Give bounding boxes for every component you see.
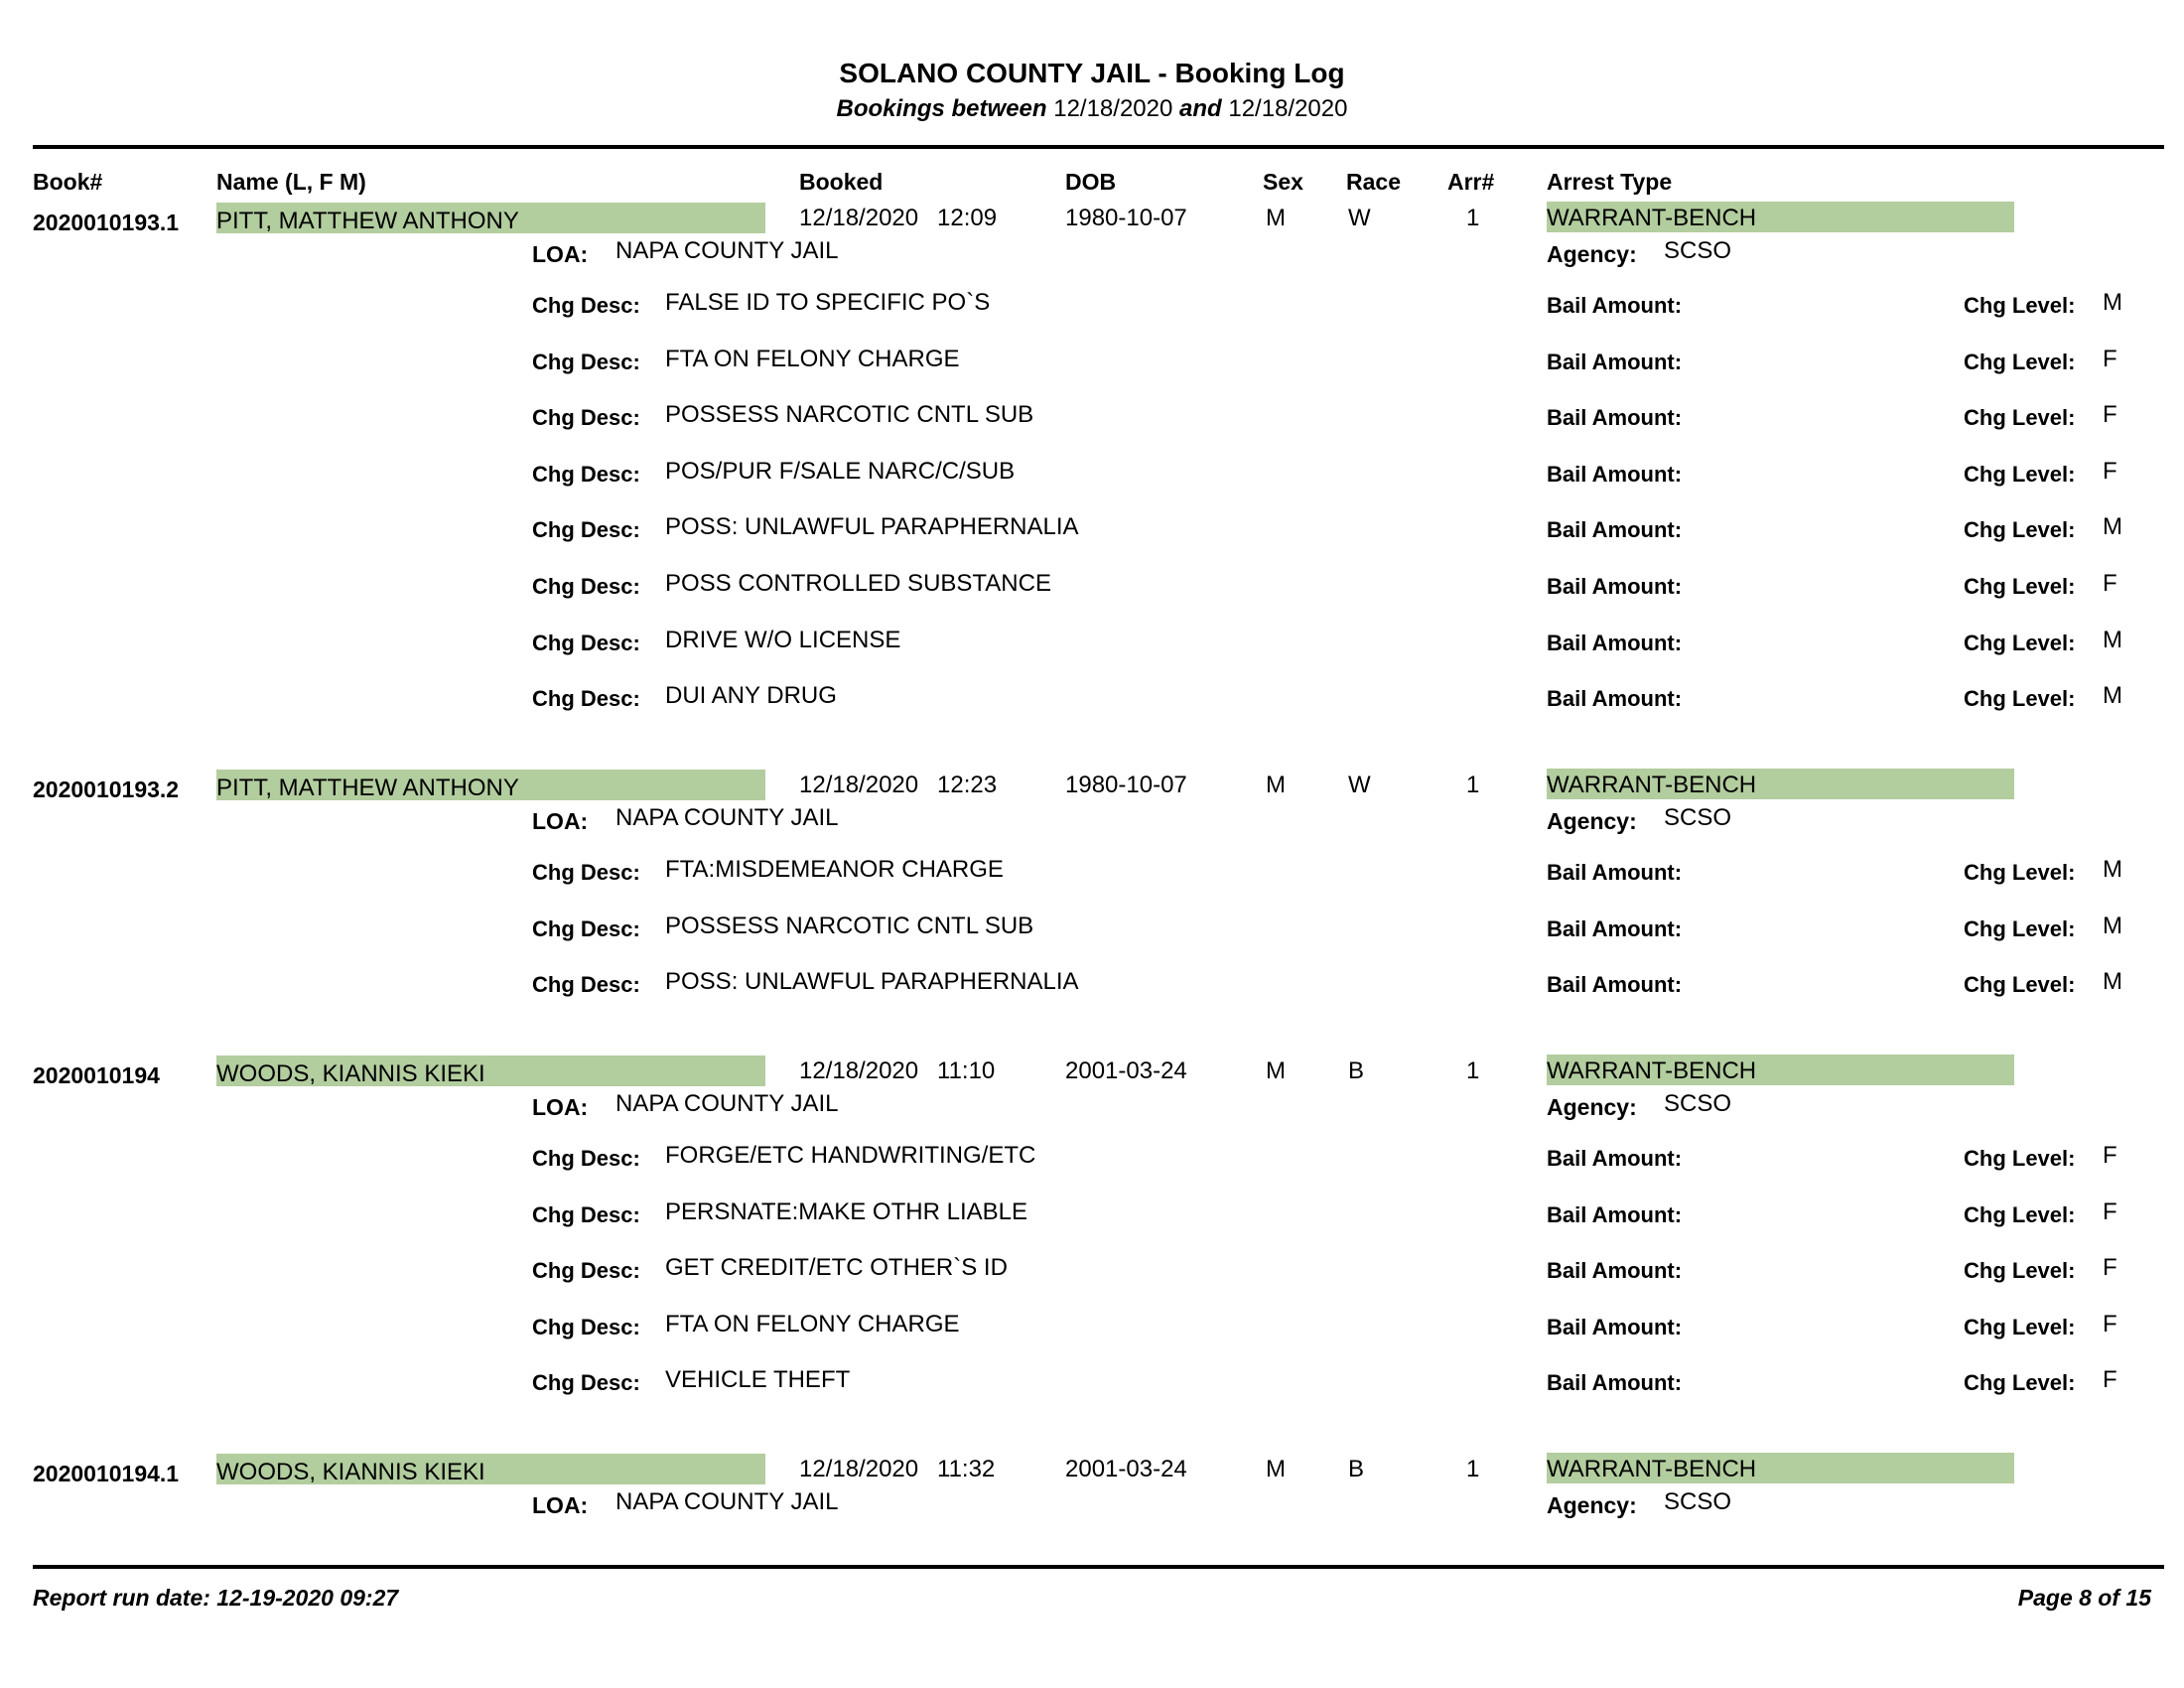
- col-arrest-type: Arrest Type: [1547, 169, 1673, 195]
- chg-desc: DRIVE W/O LICENSE: [665, 626, 901, 653]
- chg-desc: FTA:MISDEMEANOR CHARGE: [665, 856, 1004, 883]
- booked-date: 12/18/2020: [799, 772, 919, 798]
- chg-level: F: [2103, 457, 2117, 485]
- chg-level-label: Chg Level:: [1964, 972, 2076, 998]
- inmate-name: WOODS, KIANNIS KIEKI: [216, 1459, 485, 1485]
- arrest-type: WARRANT-BENCH: [1547, 772, 1757, 798]
- chg-desc-label: Chg Desc:: [532, 349, 640, 374]
- booked-date: 12/18/2020: [799, 205, 919, 231]
- dob: 2001-03-24: [1065, 1456, 1187, 1482]
- chg-level-label: Chg Level:: [1964, 1201, 2076, 1227]
- chg-desc: FTA ON FELONY CHARGE: [665, 1310, 960, 1337]
- bail-amount-label: Bail Amount:: [1547, 972, 1683, 998]
- booked-time: 11:32: [937, 1456, 996, 1482]
- agency-value: SCSO: [1664, 804, 1732, 831]
- loa-value: NAPA COUNTY JAIL: [615, 1090, 839, 1117]
- chg-level-label: Chg Level:: [1964, 461, 2076, 487]
- report-run-date: Report run date: 12-19-2020 09:27: [33, 1585, 399, 1611]
- book-number: 2020010193.1: [33, 210, 180, 235]
- chg-level: M: [2103, 968, 2122, 996]
- chg-desc: VEHICLE THEFT: [665, 1366, 851, 1394]
- col-race: Race: [1346, 169, 1401, 195]
- col-dob: DOB: [1065, 169, 1117, 195]
- chg-desc: GET CREDIT/ETC OTHER`S ID: [665, 1254, 1008, 1282]
- bail-amount-label: Bail Amount:: [1547, 405, 1683, 431]
- booked-date: 12/18/2020: [799, 1456, 919, 1482]
- chg-desc-label: Chg Desc:: [532, 972, 640, 998]
- arrest-count: 1: [1466, 1456, 1480, 1482]
- chg-desc-label: Chg Desc:: [532, 686, 640, 712]
- arrest-count: 1: [1466, 772, 1480, 798]
- booked-time: 11:10: [937, 1057, 996, 1084]
- chg-level: F: [2103, 1142, 2117, 1169]
- arrest-type: WARRANT-BENCH: [1547, 1456, 1757, 1482]
- chg-desc: POS/PUR F/SALE NARC/C/SUB: [665, 457, 1016, 485]
- chg-desc-label: Chg Desc:: [532, 630, 640, 655]
- loa-value: NAPA COUNTY JAIL: [615, 804, 839, 831]
- sex: M: [1266, 1456, 1286, 1482]
- bail-amount-label: Bail Amount:: [1547, 1146, 1683, 1171]
- chg-desc-label: Chg Desc:: [532, 517, 640, 543]
- loa-label: LOA:: [532, 1094, 589, 1120]
- chg-level: M: [2103, 856, 2122, 883]
- agency-label: Agency:: [1547, 1492, 1637, 1518]
- bail-amount-label: Bail Amount:: [1547, 1314, 1683, 1339]
- dob: 2001-03-24: [1065, 1057, 1187, 1084]
- arrest-count: 1: [1466, 205, 1480, 231]
- chg-desc-label: Chg Desc:: [532, 860, 640, 885]
- inmate-name: PITT, MATTHEW ANTHONY: [216, 208, 519, 234]
- bail-amount-label: Bail Amount:: [1547, 1258, 1683, 1284]
- chg-level-label: Chg Level:: [1964, 860, 2076, 885]
- report-title: SOLANO COUNTY JAIL - Booking Log: [839, 58, 1345, 88]
- chg-level-label: Chg Level:: [1964, 349, 2076, 374]
- chg-level: M: [2103, 682, 2122, 710]
- bail-amount-label: Bail Amount:: [1547, 1201, 1683, 1227]
- col-name: Name (L, F M): [216, 169, 366, 195]
- chg-desc: FTA ON FELONY CHARGE: [665, 345, 960, 372]
- chg-desc-label: Chg Desc:: [532, 1314, 640, 1339]
- agency-label: Agency:: [1547, 1094, 1637, 1120]
- book-number: 2020010193.2: [33, 776, 180, 802]
- sex: M: [1266, 772, 1286, 798]
- chg-desc: POSS CONTROLLED SUBSTANCE: [665, 570, 1051, 597]
- date-to: 12/18/2020: [1228, 95, 1348, 122]
- bail-amount-label: Bail Amount:: [1547, 349, 1683, 374]
- loa-value: NAPA COUNTY JAIL: [615, 1488, 839, 1515]
- chg-desc-label: Chg Desc:: [532, 1201, 640, 1227]
- col-arr: Arr#: [1447, 169, 1495, 195]
- bail-amount-label: Bail Amount:: [1547, 860, 1683, 885]
- bail-amount-label: Bail Amount:: [1547, 630, 1683, 655]
- chg-level: F: [2103, 1254, 2117, 1282]
- chg-level-label: Chg Level:: [1964, 293, 2076, 318]
- chg-level-label: Chg Level:: [1964, 630, 2076, 655]
- bail-amount-label: Bail Amount:: [1547, 915, 1683, 941]
- dob: 1980-10-07: [1065, 772, 1187, 798]
- chg-level-label: Chg Level:: [1964, 405, 2076, 431]
- chg-level-label: Chg Level:: [1964, 686, 2076, 712]
- subtitle-prefix: Bookings between: [836, 95, 1047, 122]
- chg-level: F: [2103, 401, 2117, 429]
- arrest-type: WARRANT-BENCH: [1547, 205, 1757, 231]
- loa-value: NAPA COUNTY JAIL: [615, 237, 839, 264]
- race: B: [1348, 1456, 1365, 1482]
- chg-desc-label: Chg Desc:: [532, 915, 640, 941]
- chg-desc: FALSE ID TO SPECIFIC PO`S: [665, 289, 991, 316]
- chg-level: M: [2103, 289, 2122, 316]
- chg-desc: POSS: UNLAWFUL PARAPHERNALIA: [665, 968, 1079, 996]
- booked-date: 12/18/2020: [799, 1057, 919, 1084]
- agency-label: Agency:: [1547, 241, 1637, 267]
- chg-level: F: [2103, 345, 2117, 372]
- chg-desc: POSS: UNLAWFUL PARAPHERNALIA: [665, 513, 1079, 541]
- agency-label: Agency:: [1547, 808, 1637, 834]
- chg-level-label: Chg Level:: [1964, 574, 2076, 599]
- chg-level-label: Chg Level:: [1964, 1314, 2076, 1339]
- chg-desc-label: Chg Desc:: [532, 1146, 640, 1171]
- bail-amount-label: Bail Amount:: [1547, 293, 1683, 318]
- chg-level: M: [2103, 626, 2122, 653]
- chg-level: F: [2103, 1197, 2117, 1225]
- subtitle-and: and: [1179, 95, 1222, 122]
- agency-value: SCSO: [1664, 1090, 1732, 1117]
- inmate-name: WOODS, KIANNIS KIEKI: [216, 1060, 485, 1087]
- arrest-type: WARRANT-BENCH: [1547, 1057, 1757, 1084]
- chg-desc-label: Chg Desc:: [532, 405, 640, 431]
- chg-level: M: [2103, 513, 2122, 541]
- race: B: [1348, 1057, 1365, 1084]
- page-number: Page 8 of 15: [2017, 1585, 2151, 1611]
- bail-amount-label: Bail Amount:: [1547, 686, 1683, 712]
- report-subtitle: [0, 95, 2184, 123]
- chg-desc: PERSNATE:MAKE OTHR LIABLE: [665, 1197, 1027, 1225]
- agency-value: SCSO: [1664, 237, 1732, 264]
- col-book: Book#: [33, 169, 103, 195]
- chg-desc-label: Chg Desc:: [532, 293, 640, 318]
- chg-level-label: Chg Level:: [1964, 1146, 2076, 1171]
- chg-desc: FORGE/ETC HANDWRITING/ETC: [665, 1142, 1036, 1169]
- chg-level-label: Chg Level:: [1964, 915, 2076, 941]
- date-from: 12/18/2020: [1053, 95, 1173, 122]
- chg-level: M: [2103, 912, 2122, 939]
- bail-amount-label: Bail Amount:: [1547, 517, 1683, 543]
- sex: M: [1266, 205, 1286, 231]
- footer-rule: [33, 1565, 2164, 1569]
- chg-desc: POSSESS NARCOTIC CNTL SUB: [665, 912, 1034, 939]
- bail-amount-label: Bail Amount:: [1547, 461, 1683, 487]
- chg-level: F: [2103, 570, 2117, 597]
- race: W: [1348, 205, 1371, 231]
- booked-time: 12:09: [937, 205, 998, 231]
- chg-desc-label: Chg Desc:: [532, 1370, 640, 1396]
- chg-level-label: Chg Level:: [1964, 1370, 2076, 1396]
- loa-label: LOA:: [532, 1492, 589, 1518]
- col-booked: Booked: [799, 169, 884, 195]
- dob: 1980-10-07: [1065, 205, 1187, 231]
- chg-desc-label: Chg Desc:: [532, 1258, 640, 1284]
- race: W: [1348, 772, 1371, 798]
- col-sex: Sex: [1263, 169, 1303, 195]
- chg-level: F: [2103, 1310, 2117, 1337]
- arrest-count: 1: [1466, 1057, 1480, 1084]
- booked-time: 12:23: [937, 772, 998, 798]
- chg-level-label: Chg Level:: [1964, 1258, 2076, 1284]
- chg-desc: POSSESS NARCOTIC CNTL SUB: [665, 401, 1034, 429]
- chg-desc-label: Chg Desc:: [532, 574, 640, 599]
- sex: M: [1266, 1057, 1286, 1084]
- book-number: 2020010194.1: [33, 1461, 180, 1486]
- chg-desc-label: Chg Desc:: [532, 461, 640, 487]
- chg-level: F: [2103, 1366, 2117, 1394]
- bail-amount-label: Bail Amount:: [1547, 1370, 1683, 1396]
- agency-value: SCSO: [1664, 1488, 1732, 1515]
- inmate-name: PITT, MATTHEW ANTHONY: [216, 774, 519, 801]
- chg-level-label: Chg Level:: [1964, 517, 2076, 543]
- chg-desc: DUI ANY DRUG: [665, 682, 837, 710]
- book-number: 2020010194: [33, 1062, 160, 1088]
- loa-label: LOA:: [532, 241, 589, 267]
- bail-amount-label: Bail Amount:: [1547, 574, 1683, 599]
- loa-label: LOA:: [532, 808, 589, 834]
- header-rule: [33, 145, 2164, 149]
